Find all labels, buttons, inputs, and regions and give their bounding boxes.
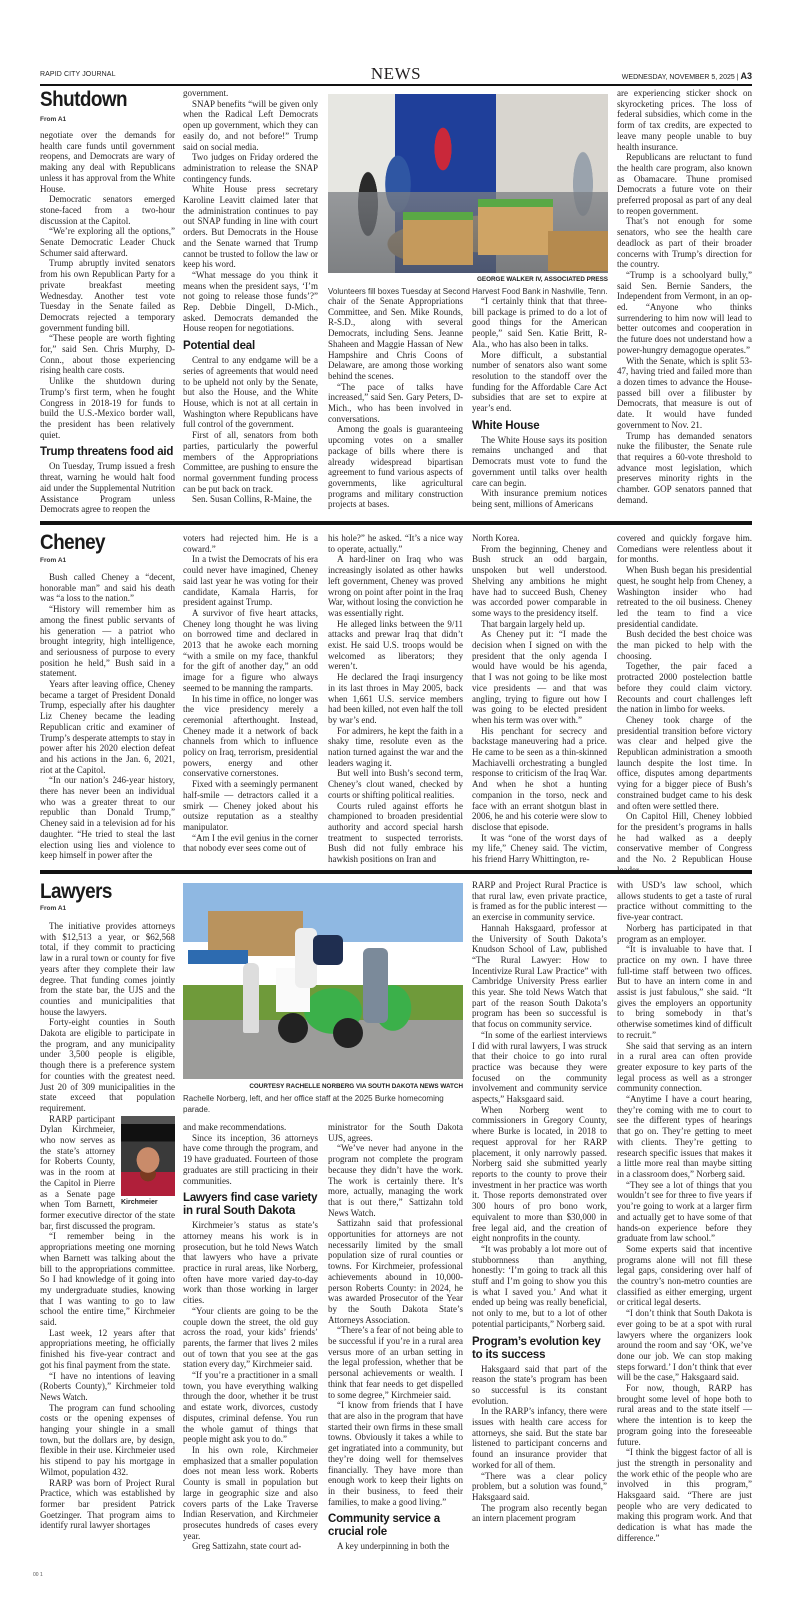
subhead: Lawyers find case variety in rural South Dakota (183, 1192, 318, 1218)
lawyers-headline: Lawyers (40, 880, 112, 903)
article-paragraph: That bargain largely held up. (481, 618, 585, 629)
subhead: White House (472, 419, 540, 432)
article-paragraph: “I think the biggest factor of all is just the strength in personality and the work ethic of the people who are involved in this program,” Haksgaard said. “There are just people who are very dedicated to making this program work. And that dedication is what has made the difference.” (617, 1447, 752, 1543)
article-paragraph: “There was a clear policy problem, but a solution was found,” Haksgaard said. (472, 1470, 607, 1502)
lawyers-jump-label: From A1 (40, 905, 67, 912)
article-paragraph: As Cheney put it: “I made the decision when I signed on with the president that the only agenda I would have would be his agenda, that I was not going to be like most vice presidents — and that was angling, trying to figure out how I was going to be elected president when his term was over with.” (472, 629, 607, 725)
article-paragraph: with USD’s law school, which allows students to get a taste of rural practice without committing to the five-year contract. (617, 880, 752, 923)
article-paragraph: A survivor of five heart attacks, Cheney long thought he was living on borrowed time and declared in 2013 that he awoke each morning “with a smile on my face, thankful for the gift of another day,” an odd image for a figure who always seemed to be manning the ramparts. (183, 607, 318, 693)
article-paragraph: She said that serving as an intern in a rural area can often provide greater exposure to key parts of the legal process as well as a stronger community connection. (617, 1040, 752, 1094)
article-paragraph: “Am I the evil genius in the corner that nobody ever sees come out of (183, 832, 318, 854)
article-paragraph: “Trump is a schoolyard bully,” said Sen. Bernie Sanders, the Independent from Vermont, in an op-ed. “Anyone who thinks surrendering to him now will lead to better outcomes and cooperation in the future does not understand how a power-hungry demagogue operates.” (617, 269, 752, 355)
parade-photo-credit: COURTESY RACHELLE NORBERG VIA SOUTH DAKOTA NEWS WATCH (249, 1083, 463, 1090)
article-paragraph: Together, the pair faced a protracted 2000 postelection battle before they could claim victory. Recounts and court challenges left the nation in limbo for weeks. (617, 661, 752, 715)
article-paragraph: ministrator for the South Dakota UJS, agrees. (328, 1122, 463, 1143)
article-paragraph: Since its inception, 36 attorneys have come through the program, and 19 have graduated. Fourteen of those graduates are still practicing in their communities. (183, 1132, 318, 1186)
article-paragraph: RARP and Project Rural Practice is that rural law, even private practice, is framed as for the public interest — an exercise in community service. (472, 880, 607, 923)
article-paragraph: “I certainly think that that three-bill package is primed to do a lot of good things for the American people,” said Sen. Katie Britt, R-Ala., who has also been in talks. (472, 296, 607, 349)
article-paragraph: A key underpinning in both the (337, 1541, 450, 1552)
page-number: A3 (740, 71, 752, 81)
cheney-column-5 (617, 533, 752, 865)
date-and-page (622, 71, 752, 81)
lawyers-column-2 (183, 1122, 318, 1576)
article-paragraph: voters had rejected him. He is a coward.” (183, 533, 318, 554)
article-paragraph: “The pace of talks have increased,” said Sen. Gary Peters, D-Mich., who has been involved in conversations. (328, 381, 463, 424)
article-paragraph: “We’re exploring all the options,” Senate Democratic Leader Chuck Schumer said afterward. (40, 226, 175, 258)
article-paragraph: “It was probably a lot more out of stubbornness than anything, honestly: ‘I’m going to track all this stuff and I’m going to show you this is what I saved you.’ And what it ended up being was really beneficial, not only to me, but to a lot of other potential participants,” Norberg said. (472, 1243, 607, 1329)
article-paragraph: He alleged links between the 9/11 attacks and prewar Iraq that didn’t exist. He said U.S. troops would be welcomed as liberators; they weren’t. (328, 618, 463, 672)
article-paragraph: “I have no intentions of leaving (Roberts County),” Kirchmeier told News Watch. (40, 1370, 175, 1402)
article-paragraph: A hard-liner on Iraq who was increasingly isolated as other hawks left government, Cheney was proved wrong on point after point in the Iraq War, without losing the conviction he was essentially right. (328, 554, 463, 618)
article-paragraph: For admirers, he kept the faith in a shaky time, resolute even as the nation turned against the war and the leaders waging it. (328, 725, 463, 768)
section-name: NEWS (370, 64, 422, 83)
article-paragraph: “Your clients are going to be the couple down the street, the old guy across the road, your kids’ friends’ parents, the farmer that lives 2 miles out of town that you see at the gas station every day,” Kirchmeier said. (183, 1305, 318, 1370)
subhead: Program’s evolution key to its success (472, 1335, 601, 1361)
article-paragraph: “It is invaluable to have that. I practice on my own. I have three full-time staff between two offices. But to have an intern come in and assist is just fabulous,” she said. “It gives the employers an opportunity to bring somebody in that’s otherwise sometimes kind of difficult to recruit.” (617, 944, 752, 1040)
article-paragraph: “I know from friends that I have that are also in the program that have started their own firms in these small towns. Obviously it takes a while to get ingratiated into a community, but they’re doing well for themselves financially. They have more than enough work to keep their lights on in their business, to feed their families, to make a good living.” (328, 1400, 463, 1507)
portrait-image (121, 1116, 175, 1196)
article-paragraph: North Korea. (472, 533, 520, 543)
article-paragraph: In a twist the Democrats of his era could never have imagined, Cheney said last year he was voting for their candidate, Kamala Harris, for president against Trump. (183, 554, 318, 608)
article-paragraph: “What message do you think it means when the president says, ‘I’m not going to release those funds’?” Rep. Debbie Dingell, D-Mich., asked. Democrats demanded the House reopen for negotiations. (183, 269, 318, 334)
subhead: Community service a crucial role (328, 1513, 440, 1539)
subhead: Potential deal (183, 340, 255, 353)
article-paragraph: Courts ruled against efforts he championed to broaden presidential authority and accord special harsh treatment to suspected terrorists. Bush did not fully embrace his hawkish positions on Iran and (328, 800, 463, 865)
shutdown-column-3 (328, 296, 463, 510)
article-paragraph: his hole?” he asked. “It’s a nice way to operate, actually.” (328, 533, 463, 554)
article-paragraph: When Norberg went to commissioners in Gregory County, where Burke is located, in 2018 to request approval for her RARP placement, it only narrowly passed. Norberg said she submitted yearly reports to the county to prove their investment in her practice was worth it. Those reports demonstrated over 300 hours of pro bono work, equivalent to more than $30,000 in free legal aid, and the creation of eight nonprofits in the county. (472, 1104, 607, 1244)
article-paragraph: More difficult, a substantial number of senators also want some resolution to the standoff over the funding for the Affordable Care Act subsidies that are set to expire at year’s end. (472, 349, 607, 414)
article-paragraph: Bush decided the best choice was the man picked to help with the choosing. (617, 629, 752, 661)
shutdown-column-5 (617, 88, 752, 505)
article-paragraph: Greg Sattizahn, state court ad- (192, 1541, 302, 1552)
article-paragraph: Sen. Susan Collins, R-Maine, the (192, 494, 312, 505)
article-paragraph: Among the goals is guaranteeing upcoming votes on a smaller package of bills where there is already widespread bipartisan agreement to fund various aspects of governments, like agricultural programs and military construction projects at bases. (328, 424, 463, 510)
article-paragraph: “Anytime I have a court hearing, they’re coming with me to court to see the different types of hearings that go on. They’re getting to meet with clients. They’re getting to research specific issues that makes it a little more real than maybe sitting in a classroom does,” Norberg said. (617, 1094, 752, 1179)
article-paragraph: White House press secretary Karoline Leavitt claimed later that the administration continues to pay out SNAP funding in line with court orders. But Democrats in the House and the Senate warned that Trump cannot be trusted to follow the law or keep his word. (183, 184, 318, 270)
article-paragraph: Last week, 12 years after that appropriations meeting, he officially finished his five-year contract and got his final payment from the state. (40, 1327, 175, 1370)
article-paragraph: When Bush began his presidential quest, he sought help from Cheney, a Washington insider who had retreated to the oil business. Cheney led the team to find a vice presidential candidate. (617, 565, 752, 629)
issue-date: WEDNESDAY, NOVEMBER 5, 2025 (621, 74, 735, 81)
article-paragraph: From the beginning, Cheney and Bush struck an odd bargain, unspoken but well understood. Shelving any ambitions he might have had to succeed Bush, Cheney was accorded power comparable in some ways to the presidency itself. (472, 543, 607, 618)
headshot-photo (121, 1116, 175, 1206)
article-paragraph: Hannah Haksgaard, professor at the University of South Dakota’s Knudson School of Law, published “The Rural Lawyer: How to Incentivize Rural Law Practice” with Cambridge University Press earlier this year. She told News Watch that part of the reason South Dakota’s program has been so successful is that focus on community service. (472, 922, 607, 1030)
newspaper-name: RAPID CITY JOURNAL (40, 71, 116, 78)
article-paragraph: “In our nation’s 246-year history, there has never been an individual who was a greater threat to our republic than Donald Trump,” Cheney said in a television ad for his daughter. “He tried to steal the last election using lies and violence to keep himself in power after the (40, 775, 175, 861)
article-paragraph: In the RARP’s infancy, there were issues with health care access for attorneys, she said. But the state bar listened to participant concerns and found an insurance provider that worked for all of them. (472, 1406, 607, 1470)
article-paragraph: “They see a lot of things that you wouldn’t see for three to five years if you’re going to work at a larger firm and actually get to have some of that hands-on experience before they graduate from law school.” (617, 1179, 752, 1244)
lawyers-column-1 (40, 921, 175, 1576)
article-paragraph: are experiencing sticker shock on skyrocketing prices. The loss of federal subsidies, which come in the form of tax credits, are expected to leave many people unable to buy health insurance. (617, 88, 752, 152)
article-paragraph: Trump has demanded senators nuke the filibuster, the Senate rule that requires a 60-vote threshold to advance most legislation, which preserves minority rights in the chamber. GOP senators panned that demand. (617, 430, 752, 505)
cheney-column-2 (183, 533, 318, 862)
article-paragraph: The White House says its position remains unchanged and that Democrats must vote to fund the government until talks over health care can begin. (472, 434, 607, 488)
parade-photo-caption: Rachelle Norberg, left, and her office staff at the 2025 Burke homecoming parade. (183, 1094, 444, 1114)
article-paragraph: negotiate over the demands for health care funds until government reopens, and Democrats are wary of making any deal with Republicans unless it has approval from the White House. (40, 130, 175, 194)
article-paragraph: Years after leaving office, Cheney became a target of President Donald Trump, especially after his daughter Liz Cheney became the leading Republican critic and examiner of Trump’s desperate attempts to stay in power after his 2020 election defeat and his actions in the Jan. 6, 2021, riot at the Capitol. (40, 679, 175, 775)
article-paragraph: chair of the Senate Appropriations Committee, and Sen. Mike Rounds, R-S.D., along with several Democrats, including Sens. Jeanne Shaheen and Maggie Hassan of New Hampshire and Chris Coons of Delaware, are among those working behind the scenes. (328, 296, 463, 381)
lawyers-column-4 (472, 880, 607, 1576)
page-folio: 00 1 (33, 1572, 43, 1578)
article-paragraph: “There’s a fear of not being able to be successful if you’re in a rural area versus more of an urban setting in the legal profession, whether that be personal achievements or wealth. I think that fear needs to get dispelled to some degree,” Kirchmeier said. (328, 1325, 463, 1400)
article-paragraph: Forty-eight counties in South Dakota are eligible to participate in the program, and any municipality under 3,500 people is eligible, though there is a preference system for counties with the greatest need. Just 20 of 309 municipalities in the state exceed that population requirement. (40, 1017, 175, 1113)
lawyers-column-5 (617, 880, 752, 1576)
article-paragraph: “I remember being in the appropriations meeting one morning when Barnett was talking about the bill to the appropriations committee. So I had knowledge of it going into my undergraduate studies, knowing that I was wanting to go to law school the entire time,” Kirchmeier said. (40, 1231, 175, 1328)
shutdown-column-1 (40, 130, 175, 515)
article-paragraph: Fixed with a seemingly permanent half-smile — detractors called it a smirk — Cheney joked about his outsize reputation as a stealthy manipulator. (183, 779, 318, 832)
shutdown-column-4 (472, 296, 607, 509)
article-paragraph: Central to any endgame will be a series of agreements that would need to be upheld not only by the Senate, but also the House, and the White House, which is not at all certain in Washington where Republicans have full control of the government. (183, 355, 318, 430)
article-paragraph: Norberg has participated in that program as an employer. (617, 922, 752, 944)
article-paragraph: Bush called Cheney a “decent, honorable man” and said his death was “a loss to the nation.” (40, 572, 175, 604)
article-paragraph: It was “one of the worst days of my life,” Cheney said. The victim, his friend Harry Whittington, re- (472, 832, 607, 865)
article-paragraph: Unlike the shutdown during Trump’s first term, when he fought Congress in 2018-19 for funds to build the U.S.-Mexico border wall, the president has been relatively quiet. (40, 376, 175, 440)
article-paragraph: “History will remember him as among the finest public servants of his generation — a patriot who brought integrity, high intelligence, and seriousness of purpose to every position he held,” Bush said in a statement. (40, 604, 175, 679)
lawyers-section-rule (40, 870, 752, 874)
food-bank-photo-credit: GEORGE WALKER IV, ASSOCIATED PRESS (477, 276, 608, 283)
shutdown-jump-label: From A1 (40, 116, 67, 123)
article-paragraph: Republicans are reluctant to fund the health care program, also known as Obamacare. Thune promised Democrats a future vote on their preferred proposal as part of any deal to reopen government. (617, 152, 752, 216)
article-paragraph: His penchant for secrecy and backstage maneuvering had a price. He came to be seen as a thin-skinned Machiavelli orchestrating a bungled response to criticism of the Iraq War. And when he shot a hunting companion in the torso, neck and face with an errant shotgun blast in 2006, he and his coterie were slow to disclose that episode. (472, 725, 607, 832)
article-paragraph: Trump abruptly invited senators from his own Republican Party for a private breakfast meeting Wednesday. Another test vote Tuesday in the Senate failed as Democrats rejected a temporary government funding bill. (40, 258, 175, 333)
article-paragraph: With insurance premium notices being sent, millions of Americans (472, 488, 607, 509)
header-rule (40, 84, 752, 86)
article-paragraph: For now, though, RARP has brought some level of hope both to rural areas and to the state itself — where the intention is to keep the program going into the foreseeable future. (617, 1383, 752, 1447)
article-paragraph: “In some of the earliest interviews I did with rural lawyers, I was struck that their choice to go into rural practice was because they were focused on the community involvement and community service aspects,” Haksgaard said. (472, 1029, 607, 1105)
article-paragraph: RARP was born of Project Rural Practice, which was established by former bar president Patrick Goetzinger. That program aims to identify rural lawyer shortages (40, 1477, 175, 1531)
article-paragraph: Sattizahn said that professional opportunities for attorneys are not necessarily limited by the small population size of rural counties or towns. For Kirchmeier, professional achievements abound in 10,000-person Roberts County: in 2024, he was awarded Prosecutor of the Year by the South Dakota State’s Attorneys Association. (328, 1218, 463, 1325)
article-paragraph: That’s not enough for some senators, who see the health care deadlock as part of their broader concerns with Trump’s direction for the country. (617, 216, 752, 270)
shutdown-headline: Shutdown (40, 88, 128, 111)
article-paragraph: SNAP benefits “will be given only when the Radical Left Democrats open up government, which they can easily do, and not before!” Trump said on social media. (183, 98, 318, 152)
subhead: Trump threatens food aid (40, 446, 174, 459)
article-paragraph: “We’ve never had anyone in the program not complete the program because they didn’t have the work. The work is certainly there. It’s more, actually, managing the work that is out there,” Sattizahn told News Watch. (328, 1143, 463, 1218)
article-paragraph: On Capitol Hill, Cheney lobbied for the president’s programs in halls he had walked as a deeply conservative member of Congress and the No. 2 Republican House (617, 811, 752, 865)
cheney-headline: Cheney (40, 531, 106, 554)
article-paragraph: First of all, senators from both parties, particularly the powerful members of the Appropriations Committee, are pushing to ensure the normal government funding process can be put back on track. (183, 430, 318, 494)
headshot-caption: Kirchmeier (121, 1198, 158, 1206)
cheney-column-3 (328, 533, 463, 865)
article-paragraph: covered and quickly forgave him. Comedians were relentless about it for months. (617, 533, 752, 565)
food-bank-photo-caption: Volunteers fill boxes Tuesday at Second Harvest Food Bank in Nashville, Tenn. (328, 287, 608, 296)
article-paragraph: In his own role, Kirchmeier emphasized that a smaller population does not mean less work. Roberts County is small in population but large in geographic size and also covers parts of the Lake Traverse Indian Reservation, and Kirchmeier prosecutes hundreds of cases every year. (183, 1444, 318, 1541)
article-paragraph: Haksgaard said that part of the reason the state’s program has been so successful is its constant evolution. (472, 1363, 607, 1406)
article-paragraph: “I don’t think that South Dakota is ever going to be at a spot with rural lawyers where the organizers look around the room and say ‘OK, we’ve done our job. We can stop making steps forward.’ I don’t think that ever will be the case,” Haksgaard said. (617, 1308, 752, 1383)
article-paragraph: RARP participant Dylan Kirchmeier, who now serves as the state’s attorney for Roberts County, was in the room at the Capitol in Pierre as a Senate page when Tom Barnett, former executive director of the state bar, first discussed the program. (40, 1113, 175, 1231)
shutdown-column-2 (183, 88, 318, 505)
article-paragraph: The program also recently began an intern placement program (472, 1502, 607, 1524)
article-paragraph: Cheney took charge of the presidential transition before victory was clear and helped give the Republican administration a smooth launch despite the lost time. In office, disputes among departments vying for a bigger piece of Bush’s constrained budget came to his desk and often were settled there. (617, 714, 752, 811)
separator: | (736, 74, 739, 81)
cheney-section-rule (40, 521, 752, 525)
cheney-jump-label: From A1 (40, 557, 67, 564)
article-paragraph: But well into Bush’s second term, Cheney’s clout waned, checked by courts or shifting political realities. (328, 768, 463, 800)
article-paragraph: On Tuesday, Trump issued a fresh threat, warning he would halt food aid under the Supplemental Nutrition Assistance Program unless Democrats agree to reopen the (40, 461, 175, 515)
article-paragraph: Democratic senators emerged stone-faced from a two-hour discussion at the Capitol. (40, 194, 175, 226)
article-paragraph: In his time in office, no longer was the vice presidency merely a ceremonial afterthought. Instead, Cheney made it a network of back channels from which to influence policy on Iraq, terrorism, presidential powers, energy and other conservative cornerstones. (183, 693, 318, 779)
article-paragraph: Some experts said that incentive programs alone will not fill these legal gaps, considering over half of the country’s non-metro counties are classified as either emerging, urgent or critical legal deserts. (617, 1243, 752, 1308)
article-paragraph: and make recommendations. (183, 1122, 287, 1132)
food-bank-photo (328, 94, 608, 273)
article-paragraph: government. (183, 88, 229, 98)
cheney-column-1 (40, 572, 175, 862)
article-paragraph: With the Senate, which is split 53-47, having tried and failed more than a dozen times to advance the House-passed bill over a filibuster by Democrats, that measure is out of date. It would have funded government to Nov. 21. (617, 355, 752, 430)
article-paragraph: “These people are worth fighting for,” said Sen. Chris Murphy, D-Conn., about those experiencing rising health care costs. (40, 333, 175, 376)
cheney-column-4 (472, 533, 607, 865)
article-paragraph: Two judges on Friday ordered the administration to release the SNAP contingency funds. (183, 152, 318, 184)
article-paragraph: “If you’re a practitioner in a small town, you have everything walking through the door, whether it be trust and estate work, divorces, custody disputes, criminal defense. You run the whole gamut of things that people might ask you to do.” (183, 1370, 318, 1445)
article-paragraph: The program can fund schooling costs or the opening expenses of hanging your shingle in a small town, but the dollars are, by design, flexible in their use. Kirchmeier used his stipend to pay his mortgage in Wilmot, population 432. (40, 1402, 175, 1477)
article-paragraph: The initiative provides attorneys with $12,513 a year, or $62,568 total, if they commit to practicing law in a rural town or county for five years after they complete their law degree. That funding comes jointly from the state bar, the UJS and the counties and municipalities that house the lawyers. (40, 921, 175, 1017)
article-paragraph: He declared the Iraqi insurgency in its last throes in May 2005, back when 1,661 U.S. service members had been killed, not even half the toll by war’s end. (328, 672, 463, 725)
parade-photo (183, 883, 463, 1079)
lawyers-column-3 (328, 1122, 463, 1576)
article-paragraph: Kirchmeier’s status as state’s attorney means his work is in prosecution, but he told News Watch that lawyers who have a private practice in rural areas, like Norberg, often have more varied day-to-day work than those working in larger cities. (183, 1220, 318, 1306)
